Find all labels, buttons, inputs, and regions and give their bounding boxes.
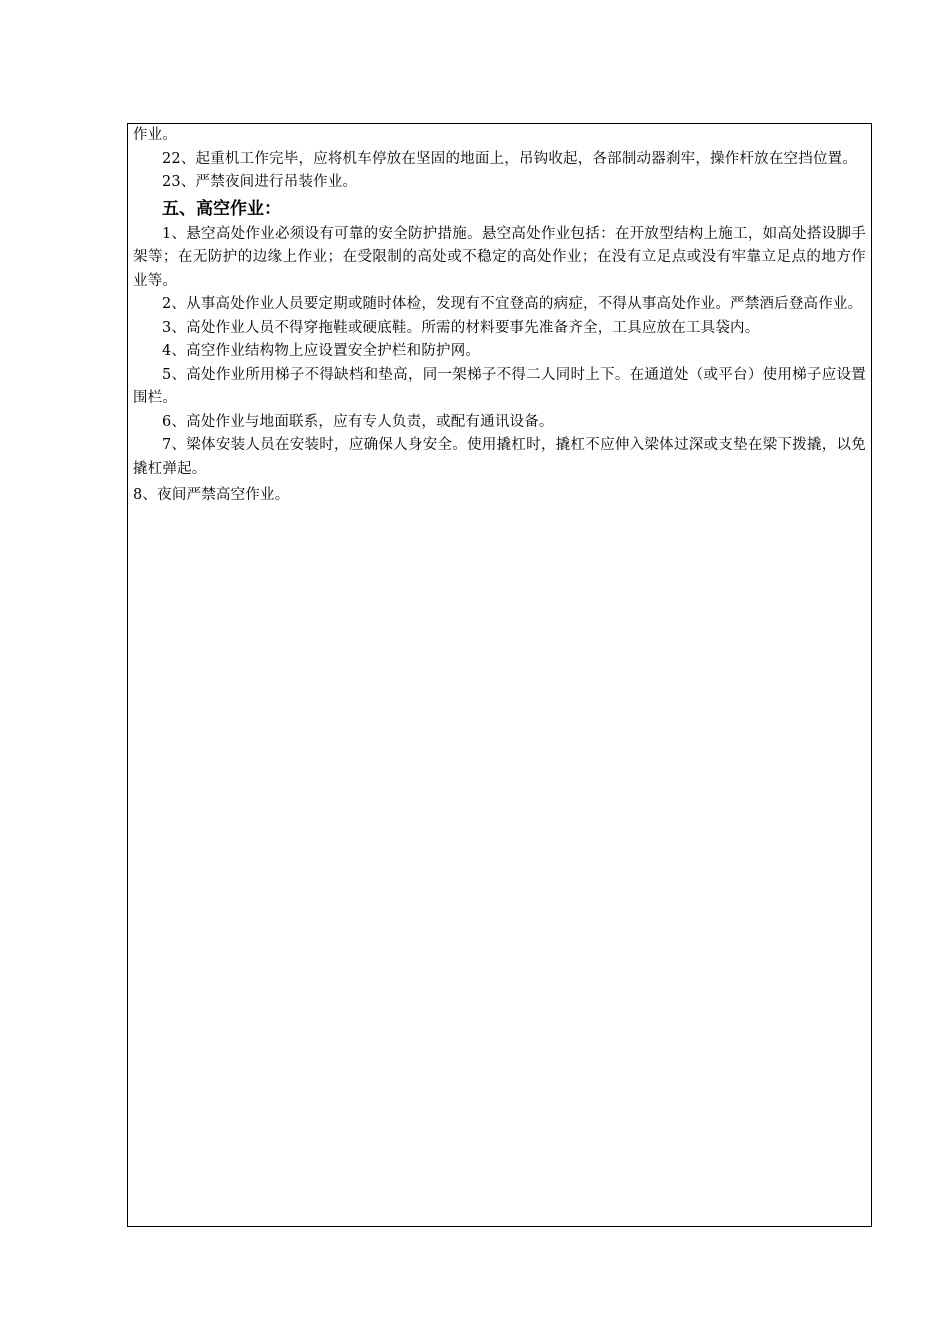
list-item-6: 6、高处作业与地面联系，应有专人负责，或配有通讯设备。 [162, 413, 554, 430]
list-item-4: 4、高空作业结构物上应设置安全护栏和防护网。 [162, 343, 481, 359]
section-heading-high-altitude-work: 五、高空作业： [162, 198, 281, 219]
list-item-1: 1、悬空高处作业必须设有可靠的安全防护措施。悬空高处作业包括：在开放型结构上施工，如高处搭设脚手架等；在无防护的边缘上作业；在受限制的高处或不稳定的高处作业；在没有立足点或没有牢靠立足点的地方作业等。 [133, 225, 866, 289]
list-item-22: 22、起重机工作完毕，应将机车停放在坚固的地面上，吊钩收起，各部制动器刹牢，操作杆放在空挡位置。 [162, 150, 858, 167]
list-item-3: 3、高处作业人员不得穿拖鞋或硬底鞋。所需的材料要事先准备齐全，工具应放在工具袋内。 [162, 319, 760, 336]
list-item-5: 5、高处作业所用梯子不得缺档和垫高，同一架梯子不得二人同时上下。在通道处（或平台）使用梯子应设置围栏。 [133, 366, 866, 406]
list-item-7: 7、梁体安装人员在安装时，应确保人身安全。使用撬杠时，撬杠不应伸入梁体过深或支垫在梁下拨撬，以免撬杠弹起。 [133, 437, 866, 477]
list-item-2: 2、从事高处作业人员要定期或随时体检，发现有不宜登高的病症，不得从事高处作业。严禁酒后登高作业。 [162, 296, 863, 312]
document-body [133, 124, 866, 508]
list-item-23: 23、严禁夜间进行吊装作业。 [162, 174, 358, 190]
list-item-8: 8、夜间严禁高空作业。 [133, 487, 290, 503]
continuation-text: 作业。 [133, 127, 178, 143]
document-frame [127, 123, 872, 1227]
